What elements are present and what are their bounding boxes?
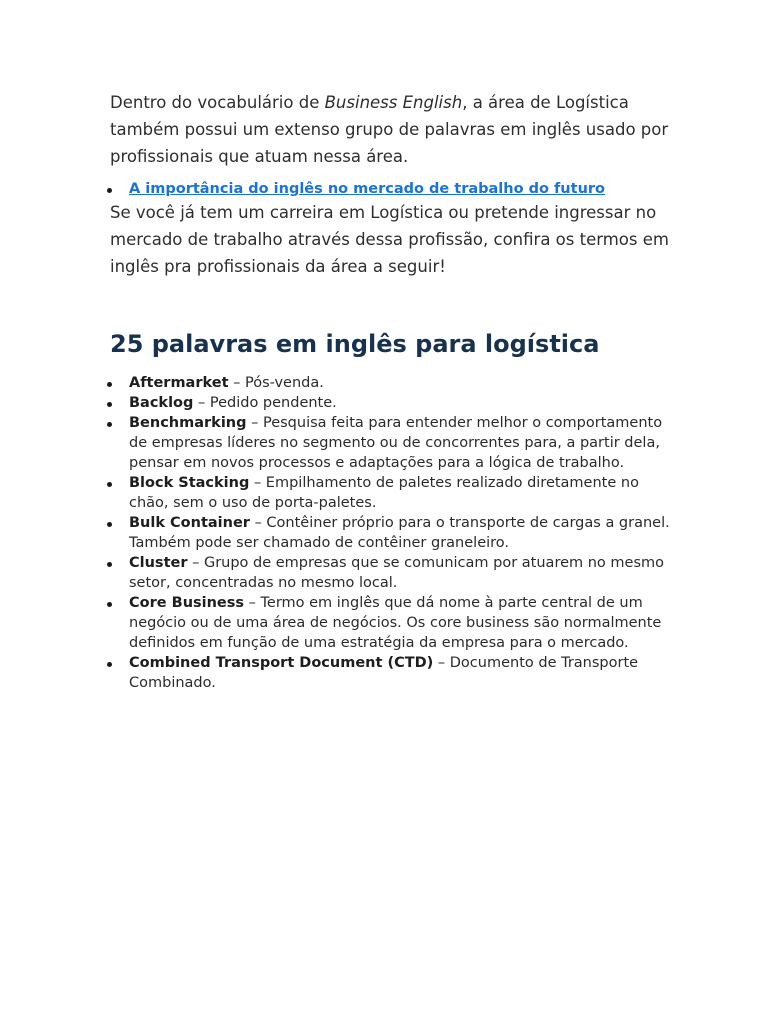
term-name: Combined Transport Document (CTD) — [129, 655, 434, 671]
term-name: Core Business — [129, 595, 245, 611]
term-definition: – Grupo de empresas que se comunicam por atuarem no mesmo setor, concentradas no mesmo local. — [129, 555, 665, 591]
intro-paragraph — [110, 89, 670, 170]
term-name: Block Stacking — [129, 475, 250, 491]
term-definition: – Contêiner próprio para o transporte de cargas a granel. Também pode ser chamado de contêiner graneleiro. — [129, 515, 670, 551]
terms-list — [110, 373, 670, 693]
term-definition: – Empilhamento de paletes realizado diretamente no chão, sem o uso de porta-paletes. — [129, 475, 639, 511]
related-article-link[interactable]: A importância do inglês no mercado de trabalho do futuro — [129, 181, 606, 197]
intro-emphasis: Business English — [324, 93, 463, 112]
term-item — [129, 653, 670, 693]
second-paragraph: Se você já tem um carreira em Logística ou pretende ingressar no mercado de trabalho através dessa profissão, confira os termos em inglês pra profissionais da área a seguir! — [110, 203, 669, 276]
term-item — [129, 373, 670, 393]
related-link-item — [129, 179, 670, 199]
term-definition: – Pesquisa feita para entender melhor o comportamento de empresas líderes no segmento ou de concorrentes para, a partir dela, pensar em novos processos e adaptações para a lógica de trabalho. — [129, 415, 663, 471]
term-name: Bulk Container — [129, 515, 250, 531]
term-definition: – Pós-venda. — [228, 375, 324, 391]
term-name: Backlog — [129, 395, 194, 411]
section-heading: 25 palavras em inglês para logística — [110, 330, 600, 358]
related-links — [110, 179, 670, 199]
term-item — [129, 473, 670, 513]
term-name: Benchmarking — [129, 415, 247, 431]
term-name: Cluster — [129, 555, 188, 571]
term-item — [129, 393, 670, 413]
term-item — [129, 413, 670, 473]
term-name: Aftermarket — [129, 375, 229, 391]
term-item — [129, 553, 670, 593]
term-definition: – Pedido pendente. — [193, 395, 337, 411]
term-item — [129, 593, 670, 653]
intro-text-after: , a área de Logística também possui um extenso grupo de palavras em inglês usado por profissionais que atuam nessa área. — [110, 93, 669, 166]
term-definition: – Documento de Transporte Combinado. — [129, 655, 639, 691]
term-definition: – Termo em inglês que dá nome à parte central de um negócio ou de uma área de negócios. Os core business são normalmente definidos em função de uma estratégia da empresa para o mercado. — [129, 595, 662, 651]
article-body — [110, 89, 670, 693]
intro-text-before: Dentro do vocabulário de — [110, 93, 325, 112]
term-item — [129, 513, 670, 553]
